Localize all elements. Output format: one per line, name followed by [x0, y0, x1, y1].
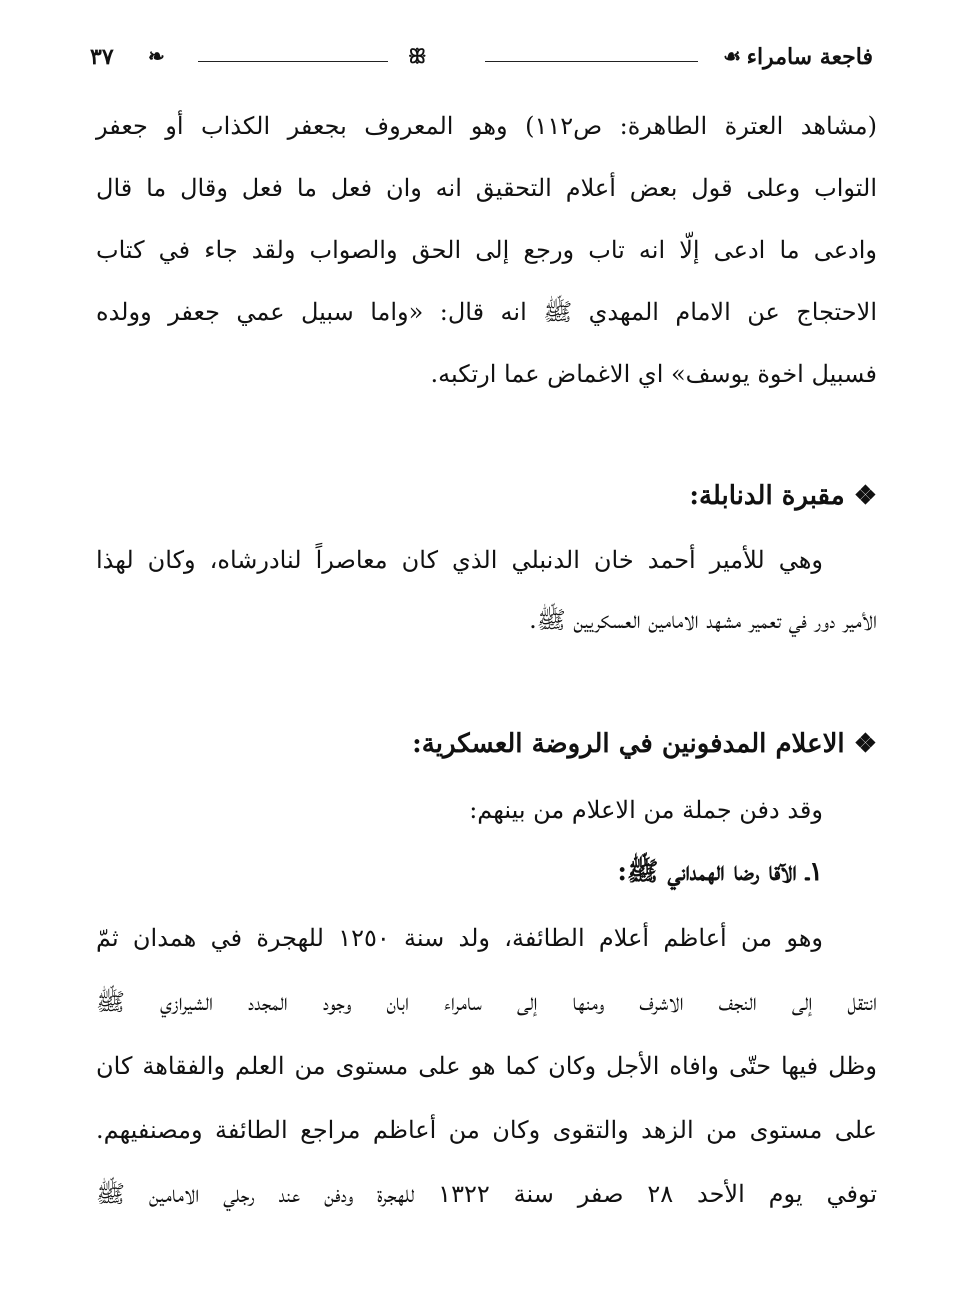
title-ornament-icon: ☙: [723, 44, 741, 68]
text-line: الأمير دور في تعمير مشهد الامامين العسكريين ﷺ.: [529, 606, 877, 634]
book-title: فاجعة سامراء: [746, 44, 873, 70]
text-line: وهي للأمير أحمد خان الدنبلي الذي كان معاصراً لنادرشاه، وكان لهذا: [96, 546, 823, 574]
section-heading: ❖ الاعلام المدفونين في الروضة العسكرية:: [412, 729, 877, 759]
text-line: وهو من أعاظم أعلام الطائفة، ولد سنة ١٢٥٠ للهجرة في همدان ثمّ: [96, 924, 823, 952]
header-rule-right: [485, 61, 698, 62]
section-heading: ❖ مقبرة الدنابلة:: [689, 481, 877, 511]
running-header: [90, 40, 873, 80]
subsection-heading: ١ـ الآقا رضا الهمداني ﷺ:: [617, 857, 823, 887]
header-rule-left: [198, 61, 388, 62]
page-number: ٣٧: [90, 44, 114, 70]
text-line: وادعى ما ادعى إلّا انه تاب ورجع إلى الحق والصواب ولقد جاء في كتاب: [96, 236, 877, 264]
text-line: وظل فيها حتّى وافاه الأجل وكان كما هو على مستوى من العلم والفقاهة كان: [96, 1052, 877, 1080]
text-line: التواب وعلى قول بعض أعلام التحقيق انه وان فعل ما فعل وقال ما قال: [96, 174, 877, 202]
text-line: انتقل إلى النجف الاشرف ومنها إلى سامراء ابان وجود المجدد الشيرازي ﷺ: [96, 988, 877, 1016]
text-line: (مشاهد العترة الطاهرة: ص١١٢) وهو المعروف بجعفر الكذاب أو جعفر: [96, 112, 877, 140]
center-ornament-icon: ꕥ: [408, 44, 427, 68]
text-line: توفي يوم الأحد ٢٨ صفر سنة ١٣٢٢ للهجرة ودفن عند رجلي الامامين ﷺ: [96, 1180, 877, 1208]
text-line: على مستوى من الزهد والتقوى وكان من أعاظم مراجع الطائفة ومصنفيهم.: [96, 1116, 877, 1144]
text-line: الاحتجاج عن الامام المهدي ﷺ انه قال: «واما سبيل عمي جعفر وولده: [96, 298, 877, 326]
text-line: وقد دفن جملة من الاعلام من بينهم:: [469, 796, 823, 824]
text-line: فسبيل اخوة يوسف» اي الاغماض عما ارتكبه.: [430, 360, 877, 388]
page-number-ornament-icon: ❧: [148, 44, 165, 68]
